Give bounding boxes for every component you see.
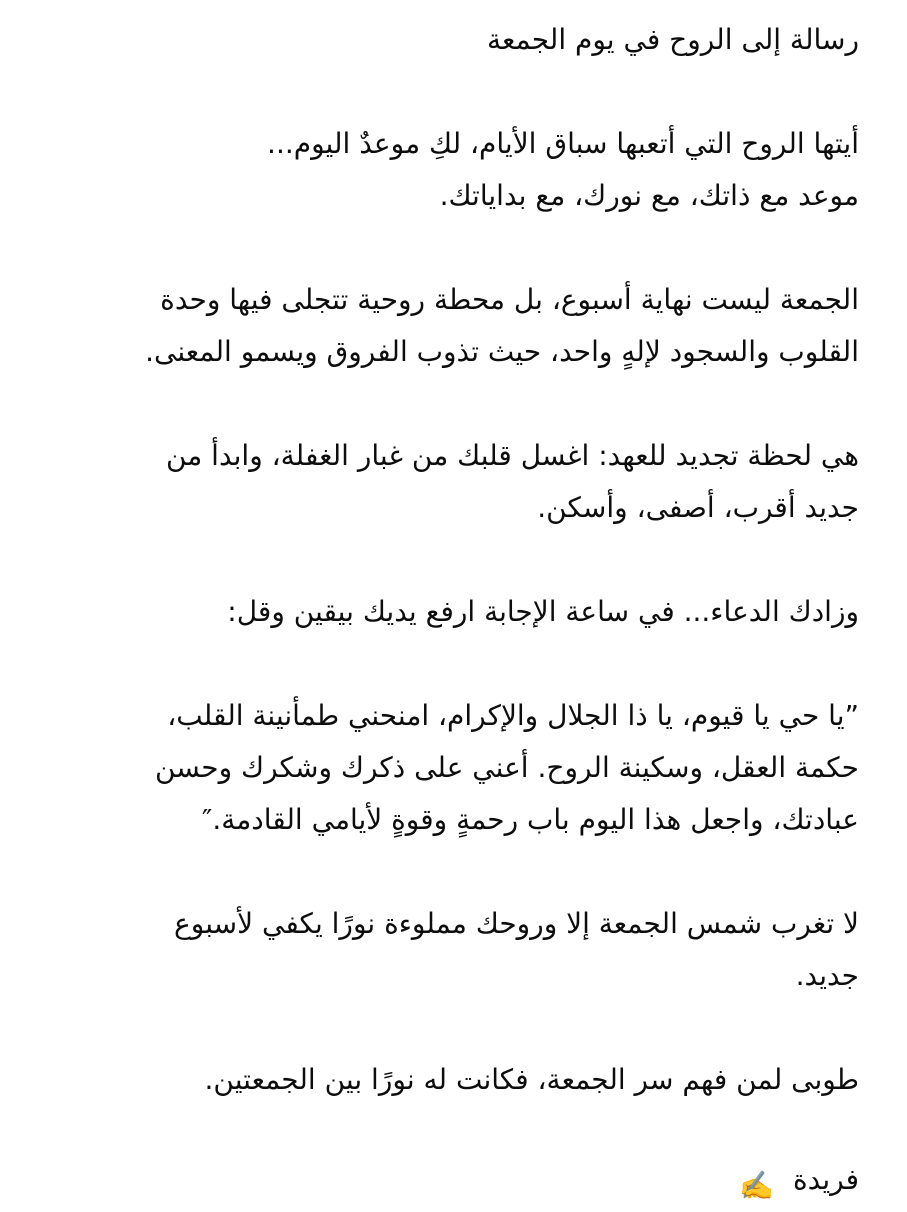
paragraph-line: القلوب والسجود لإلهٍ واحد، حيث تذوب الفروق ويسمو المعنى. [145, 335, 859, 368]
prayer-paragraph [48, 690, 859, 846]
message-document [48, 14, 859, 1212]
document-title: رسالة إلى الروح في يوم الجمعة [487, 23, 859, 56]
paragraph-line: حكمة العقل، وسكينة الروح. أعني على ذكرك وشكرك وحسن [154, 751, 859, 784]
paragraph-line: أيتها الروح التي أتعبها سباق الأيام، لكِ موعدٌ اليوم... [267, 127, 859, 160]
paragraph-line: لا تغرب شمس الجمعة إلا وروحك مملوءة نورًا يكفي لأسبوع [174, 907, 859, 940]
paragraph-line: وزادك الدعاء... في ساعة الإجابة ارفع يديك بيقين وقل: [227, 595, 859, 628]
paragraph-line: طوبى لمن فهم سر الجمعة، فكانت له نورًا بين الجمعتين. [204, 1063, 859, 1096]
signature-name: فريدة [793, 1163, 859, 1196]
paragraph-4 [48, 586, 859, 638]
paragraph-line: الجمعة ليست نهاية أسبوع، بل محطة روحية تتجلى فيها وحدة [160, 283, 859, 316]
paragraph-6 [48, 898, 859, 1002]
writing-hand-icon: ✍️ [739, 1169, 775, 1202]
paragraph-line: جديد أقرب، أصفى، وأسكن. [537, 491, 859, 524]
paragraph-3 [48, 430, 859, 534]
paragraph-line: جديد. [795, 959, 859, 992]
paragraph-line: موعد مع ذاتك، مع نورك، مع بداياتك. [439, 179, 859, 212]
paragraph-line: عبادتك، واجعل هذا اليوم باب رحمةٍ وقوةٍ لأيامي القادمة.″ [201, 803, 859, 836]
paragraph-1 [48, 118, 859, 222]
paragraph-7 [48, 1054, 859, 1106]
paragraph-line: هي لحظة تجديد للعهد: اغسل قلبك من غبار الغفلة، وابدأ من [165, 439, 859, 472]
paragraph-line: ”يا حي يا قيوم، يا ذا الجلال والإكرام، امنحني طمأنينة القلب، [167, 699, 859, 732]
signature [48, 1154, 859, 1212]
paragraph-2 [48, 274, 859, 378]
